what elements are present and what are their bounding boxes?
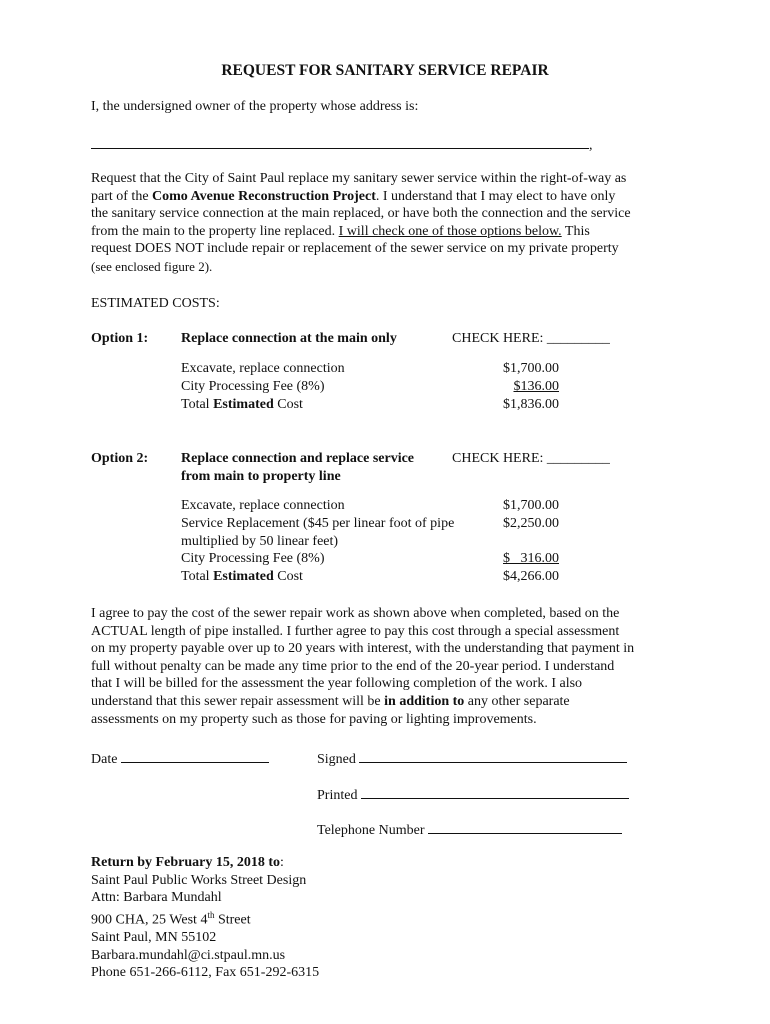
signed-label: Signed [317,752,356,767]
address-comma: , [589,138,593,153]
agreement-line-6c: any other separate [464,693,570,709]
return-heading-colon: : [280,855,284,870]
agreement-line-7: assessments on my property such as those for paving or lighting improvements. [91,711,537,727]
agreement-line-1: I agree to pay the cost of the sewer repair work as shown above when completed, based on the [91,606,620,621]
agreement-paragraph [91,605,634,728]
printed-blank-line[interactable] [361,784,629,799]
agreement-line-6a: understand that this sewer repair assessment will be [91,693,385,709]
option2-item-desc: Service Replacement ($45 per linear foot of pipe [181,516,455,531]
option2-total-pre: Total [181,569,214,584]
address-field[interactable] [91,134,593,154]
option2-total-post: Cost [273,569,303,584]
printed-label: Printed [317,788,358,803]
option1-total-label [181,397,303,413]
request-line-4c: This [561,223,590,239]
agreement-line-4: full without penalty can be made any time prior to the end of the 20-year period. I understand [91,658,615,674]
request-line-2a: part of the [91,188,153,204]
option1-total-pre: Total [181,397,214,412]
request-line-6: (see enclosed figure 2). [91,258,213,274]
signed-field[interactable] [317,748,627,768]
option1-total-amount: $1,836.00 [503,397,559,412]
request-line-1: Request that the City of Saint Paul replace my sanitary sewer service within the right-of-way as [91,171,627,186]
return-street-pre: 900 CHA, 25 West 4 [91,912,208,928]
agreement-line-5: that I will be billed for the assessment the year following completion of the work. I also [91,676,583,692]
date-blank-line[interactable] [121,748,269,763]
request-line-3: the sanitary service connection at the main replaced, or have both the connection and the service [91,206,631,222]
request-paragraph [91,170,631,277]
option2-heading-line-1: Replace connection and replace service [181,451,415,466]
return-phone: Phone 651-266-6112, Fax 651-292-6315 [91,965,320,981]
option2-item-amount: $1,700.00 [503,498,559,513]
printed-field[interactable] [317,784,629,804]
request-line-5: request DOES NOT include repair or replacement of the sewer service on my private property [91,241,619,257]
return-org: Saint Paul Public Works Street Design [91,872,307,888]
telephone-blank-line[interactable] [428,819,622,834]
in-addition-to: in addition to [384,693,465,709]
option2-item-desc: Excavate, replace connection [181,498,345,513]
option2-item-desc: City Processing Fee (8%) [181,551,325,566]
option1-item-desc: City Processing Fee (8%) [181,379,325,394]
option2-item-amount: $ 316.00 [503,551,559,566]
option2-check-field[interactable]: CHECK HERE: _________ [452,451,610,466]
agreement-line-3: on my property payable over up to 20 years with interest, with the understanding that payment in [91,641,635,657]
address-blank-line[interactable] [91,134,589,149]
option1-item-amount: $136.00 [513,379,559,394]
request-line-4a: from the main to the property line replaced. [91,223,339,239]
request-line-2c: . I understand that I may elect to have only [375,188,616,204]
telephone-label: Telephone Number [317,823,425,838]
return-street-post: Street [214,912,251,928]
return-street-sup: th [207,909,215,920]
return-heading: Return by February 15, 2018 to [91,855,280,870]
option1-item-amount: $1,700.00 [503,361,559,376]
telephone-field[interactable] [317,819,622,839]
date-label: Date [91,752,118,767]
option2-item-amount: $2,250.00 [503,516,559,531]
return-address-block [91,854,319,982]
date-field[interactable] [91,748,269,768]
option1-total-post: Cost [273,397,303,412]
return-city: Saint Paul, MN 55102 [91,930,217,946]
option2-total-bold: Estimated [213,569,274,584]
option1-total-bold: Estimated [213,397,274,412]
option2-total-label [181,569,303,585]
project-name: Como Avenue Reconstruction Project [152,188,376,204]
option1-item-desc: Excavate, replace connection [181,361,345,376]
option2-total-amount: $4,266.00 [503,569,559,584]
option1-heading: Replace connection at the main only [181,331,397,346]
option2-heading-line-2: from main to property line [181,469,341,484]
check-instruction: I will check one of those options below. [338,223,562,239]
agreement-line-2: ACTUAL length of pipe installed. I further agree to pay this cost through a special assessment [91,623,620,639]
option1-check-field[interactable]: CHECK HERE: _________ [452,331,610,346]
option2-label: Option 2: [91,451,149,466]
return-attn: Attn: Barbara Mundahl [91,890,222,906]
option1-label: Option 1: [91,331,149,346]
estimated-costs-heading: ESTIMATED COSTS: [91,296,220,311]
intro-text: I, the undersigned owner of the property whose address is: [91,99,419,114]
option2-item-desc-cont: multiplied by 50 linear feet) [181,534,339,549]
return-email-link[interactable]: Barbara.mundahl@ci.stpaul.mn.us [91,947,286,963]
page-title: REQUEST FOR SANITARY SERVICE REPAIR [221,62,549,79]
signed-blank-line[interactable] [359,748,627,763]
